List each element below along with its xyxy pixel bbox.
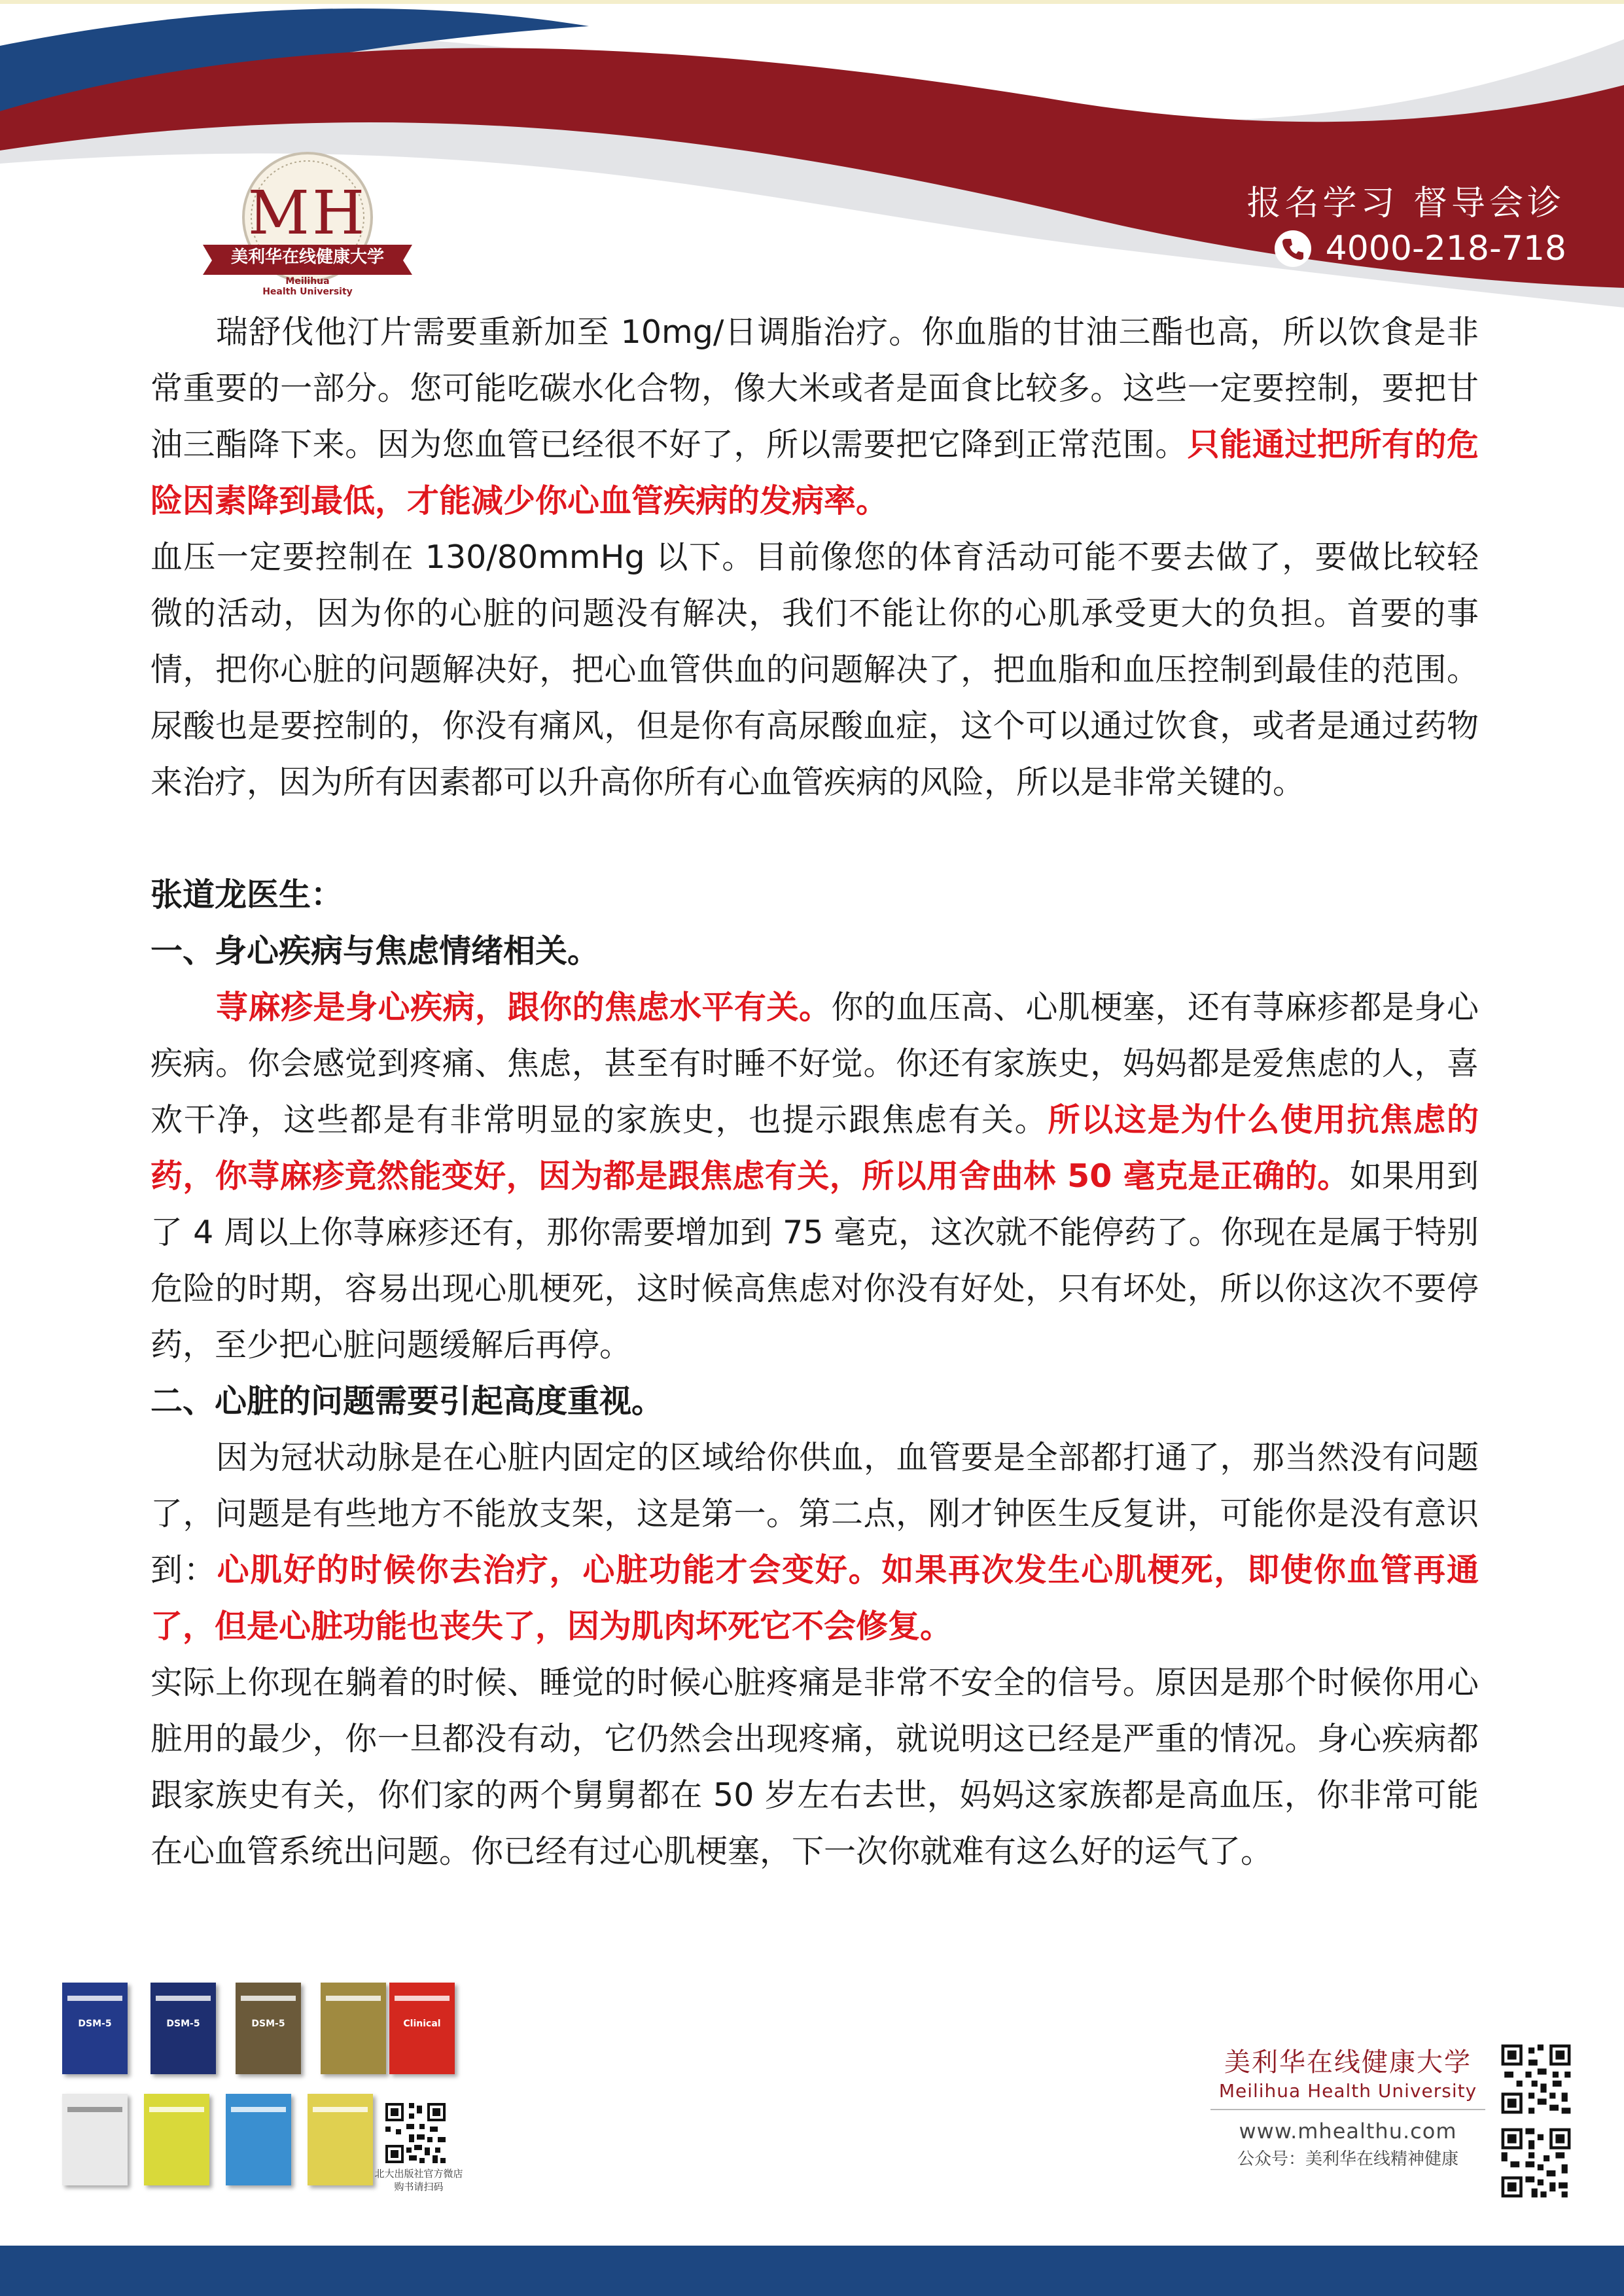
body-text: 因为冠状动脉是在心脏内固定的区域给你供血，血管要是全部都打通了，那当然没有问题了，问题是有些地方不能放支架，这是第一。第二点，刚才钟医生反复讲，可能你是没有意识到： bbox=[150, 1439, 1479, 1589]
header-slogan: 报名学习 督导会诊 bbox=[1246, 184, 1565, 223]
footer-bar bbox=[0, 2246, 1624, 2296]
logo-banner-text: 美利华在线健康大学 bbox=[230, 247, 384, 267]
wechat-qr-code[interactable] bbox=[1498, 2125, 1574, 2200]
footer-brand-en: Meilihua Health University bbox=[1218, 2080, 1477, 2102]
paragraph: 血压一定要控制在 130/80mmHg 以下。目前像您的体育活动可能不要去做了，要做比较轻微的活动，因为你的心脏的问题没有解决，我们不能让你的心肌承受更大的负担。首要的事情，把你心脏的问题解决好，把心血管供血的问题解决了，把血脂和血压控制到最佳的范围。尿酸也是要控制的，你没有痛风，但是你有高尿酸血症，这个可以通过饮食，或者是通过药物来治疗，因为所有因素都可以升高你所有心血管疾病的风险，所以是非常关键的。 bbox=[150, 539, 1479, 801]
logo-subtext: Health University bbox=[262, 287, 353, 297]
doctor-heading: 张道龙医生： bbox=[150, 876, 344, 913]
article-body bbox=[150, 304, 1479, 1880]
paragraph: 实际上你现在躺着的时候、睡觉的时候心脏疼痛是非常不安全的信号。原因是那个时候你用心脏用的最少，你一旦都没有动，它仍然会出现疼痛，就说明这已经是严重的情况。身心疾病都跟家族史有关，你们家的两个舅舅都在 50 岁左右去世，妈妈这家族都是高血压，你非常可能在心血管系统出问题。你已经有过心肌梗塞，下一次你就难有这么好的运气了。 bbox=[150, 1664, 1479, 1870]
logo-subtext: Meilihua bbox=[285, 276, 330, 287]
university-logo bbox=[196, 144, 419, 308]
header-phone bbox=[1273, 229, 1566, 268]
book-cover bbox=[144, 2094, 209, 2185]
book-cover bbox=[62, 2094, 128, 2185]
section-heading: 一、身心疾病与焦虑情绪相关。 bbox=[150, 932, 600, 970]
body-text: 瑞舒伐他汀片需要重新加至 10mg/日调脂治疗。你血脂的甘油三酯也高，所以饮食是非常重要的一部分。您可能吃碳水化合物，像大米或者是面食比较多。这些一定要控制，要把甘油三酯降下来。因为您血管已经很不好了，所以需要把它降到正常范围。 bbox=[150, 313, 1479, 463]
website-qr-code[interactable] bbox=[1498, 2041, 1574, 2117]
paragraph bbox=[150, 304, 1479, 529]
book-cover: Clinical bbox=[389, 1983, 455, 2074]
highlighted-text: 只能通过把所有的危险因素降到最低，才能减少你心血管疾病的发病率。 bbox=[150, 426, 1479, 520]
footer-brand bbox=[1204, 2045, 1492, 2172]
book-cover: DSM-5 bbox=[150, 1983, 216, 2074]
paragraph bbox=[150, 1430, 1479, 1655]
highlighted-text: 荨麻疹是身心疾病，跟你的焦虑水平有关。 bbox=[216, 989, 832, 1026]
highlighted-text: 心肌好的时候你去治疗，心脏功能才会变好。如果再次发生心肌梗死，即使你血管再通了，但是心脏功能也丧失了，因为肌肉坏死它不会修复。 bbox=[150, 1551, 1479, 1645]
divider bbox=[1210, 2109, 1485, 2110]
phone-icon bbox=[1273, 229, 1313, 268]
body-text: 如果用到了 4 周以上你荨麻疹还有，那你需要增加到 75 毫克，这次就不能停药了。你现在是属于特别危险的时期，容易出现心肌梗死，这时候高焦虑对你没有好处，只有坏处，所以你这次不要停药，至少把心脏问题缓解后再停。 bbox=[150, 1157, 1479, 1364]
book-cover bbox=[321, 1983, 386, 2074]
website-link[interactable]: www.mhealthu.com bbox=[1239, 2119, 1457, 2144]
section-heading: 二、心脏的问题需要引起高度重视。 bbox=[150, 1383, 664, 1420]
book-cover: DSM-5 bbox=[62, 1983, 128, 2074]
wechat-account: 公众号：美利华在线精神健康 bbox=[1237, 2149, 1458, 2169]
logo-letters: MH bbox=[247, 178, 368, 248]
store-qr-code[interactable] bbox=[383, 2100, 448, 2166]
book-cover: DSM-5 bbox=[236, 1983, 301, 2074]
paragraph bbox=[150, 980, 1479, 1373]
book-cover bbox=[226, 2094, 291, 2185]
phone-number: 4000-218-718 bbox=[1325, 229, 1566, 268]
body-text: 你的血压高、心肌梗塞，还有荨麻疹都是身心疾病。你会感觉到疼痛、焦虑，甚至有时睡不好觉。你还有家族史，妈妈都是爱焦虑的人，喜欢干净，这些都是有非常明显的家族史，也提示跟焦虑有关。 bbox=[150, 989, 1479, 1139]
store-caption: 北大出版社官方微店 购书请扫码 bbox=[374, 2168, 463, 2193]
highlighted-text: 所以这是为什么使用抗焦虑的药，你荨麻疹竟然能变好，因为都是跟焦虑有关，所以用舍曲林 50 毫克是正确的。 bbox=[150, 1101, 1479, 1195]
footer-brand-name: 美利华在线健康大学 bbox=[1224, 2047, 1472, 2077]
book-cover bbox=[308, 2094, 373, 2185]
